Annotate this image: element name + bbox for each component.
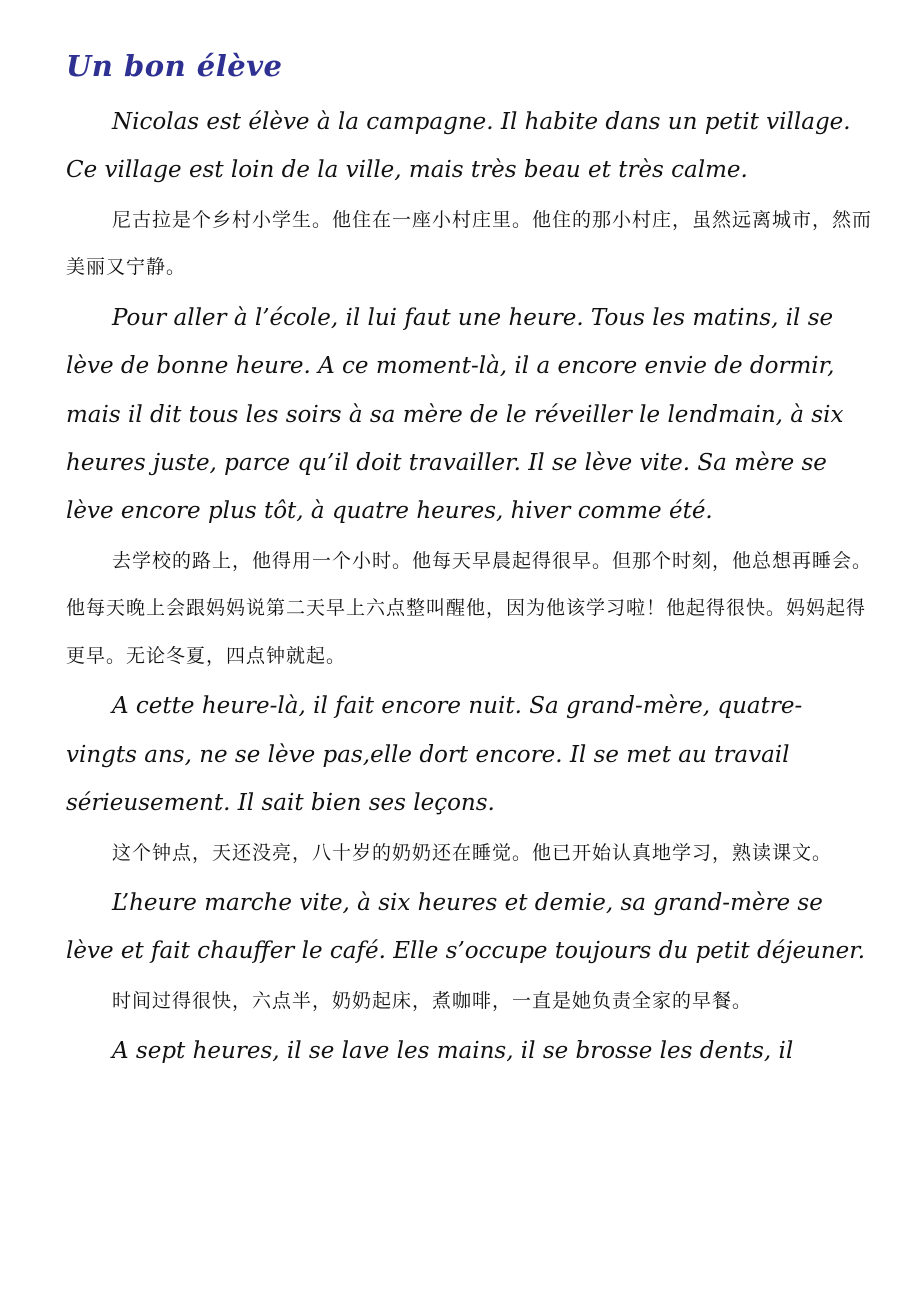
paragraph-chinese-4: 时间过得很快，六点半，奶奶起床，煮咖啡，一直是她负责全家的早餐。 xyxy=(112,989,753,1012)
paragraph-french-2: Pour aller à l’école, il lui faut une heure. Tous les matins, il se lève de bonne heure. A ce moment-là, il a encore envie de dormir, mais il dit tous les soirs à sa mère de le réveiller le lendmain, à six heures juste, parce qu’il doit travailler. Il se lève vite. Sa mère se lève encore plus tôt, à quatre heures, hiver comme été. xyxy=(66,304,844,525)
paragraph-french-1: Nicolas est élève à la campagne. Il habite dans un petit village. Ce village est loin de la ville, mais très beau et très calme. xyxy=(66,109,851,184)
paragraph-chinese-1: 尼古拉是个乡村小学生。他住在一座小村庄里。他住的那小村庄，虽然远离城市，然而美丽又宁静。 xyxy=(66,208,873,279)
document-title: Un bon élève xyxy=(66,49,283,83)
paragraph-chinese-3: 这个钟点，天还没亮，八十岁的奶奶还在睡觉。他已开始认真地学习，熟读课文。 xyxy=(112,841,833,864)
paragraph-chinese-2: 去学校的路上，他得用一个小时。他每天早晨起得很早。但那个时刻，他总想再睡会。他每天晚上会跟妈妈说第二天早上六点整叫醒他，因为他该学习啦！他起得很快。妈妈起得更早。无论冬夏，四点钟就起。 xyxy=(66,549,873,667)
paragraph-french-3: A cette heure-là, il fait encore nuit. Sa grand-mère, quatre-vingts ans, ne se lève pas,elle dort encore. Il se met au travail sérieusement. Il sait bien ses leçons. xyxy=(66,693,803,817)
paragraph-french-5: A sept heures, il se lave les mains, il se brosse les dents, il xyxy=(112,1038,794,1065)
paragraph-french-4: L’heure marche vite, à six heures et demie, sa grand-mère se lève et fait chauffer le café. Elle s’occupe toujours du petit déjeuner. xyxy=(66,890,866,965)
